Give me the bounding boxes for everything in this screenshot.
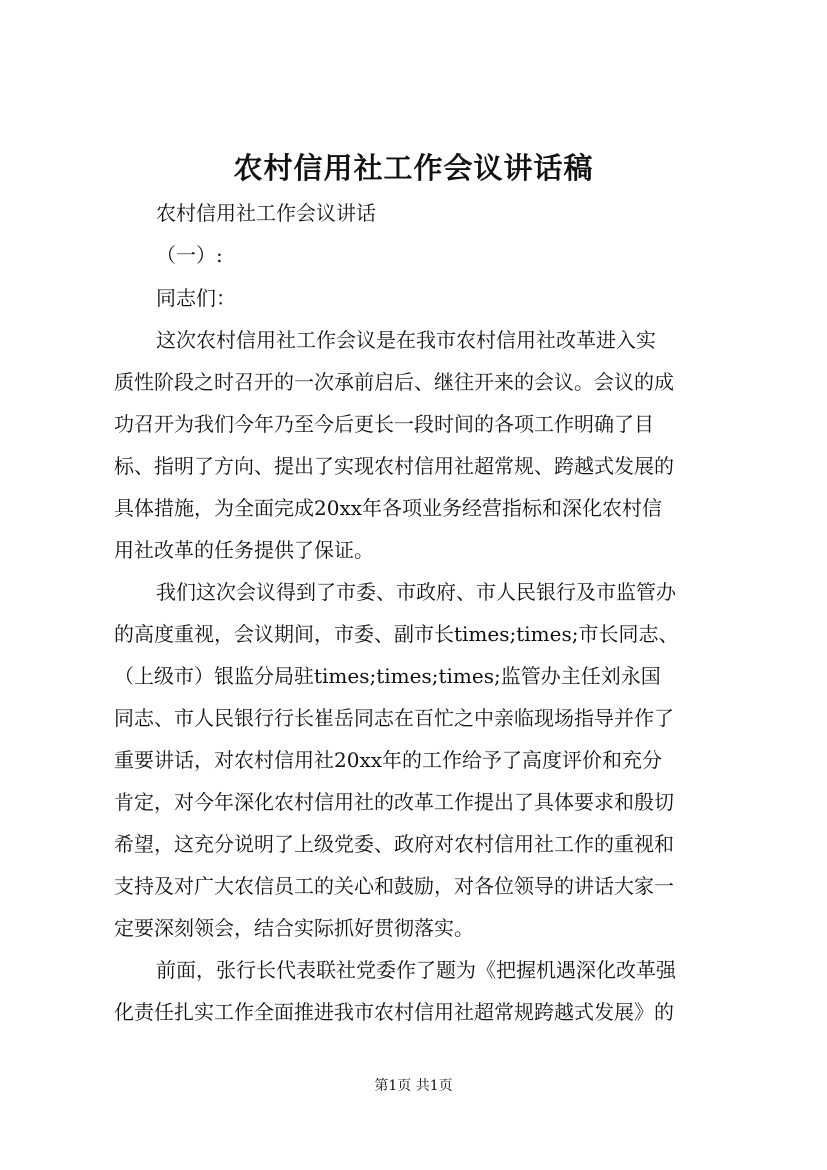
paragraph-1-line-5: 具体措施，为全面完成20xx年各项业务经营指标和深化农村信 — [114, 496, 663, 520]
salutation: 同志们： — [156, 286, 236, 310]
paragraph-2-line-8: 支持及对广大农信员工的关心和鼓励，对各位领导的讲话大家一 — [114, 874, 674, 898]
paragraph-2-line-6: 肯定，对今年深化农村信用社的改革工作提出了具体要求和殷切 — [114, 790, 674, 814]
paragraph-3-line-2: 化责任扎实工作全面推进我市农村信用社超常规跨越式发展》的 — [114, 1000, 674, 1024]
paragraph-2-line-5: 重要讲话，对农村信用社20xx年的工作给予了高度评价和充分 — [114, 748, 663, 772]
paragraph-2-line-1: 我们这次会议得到了市委、市政府、市人民银行及市监管办 — [156, 580, 676, 604]
paragraph-1-line-6: 用社改革的任务提供了保证。 — [114, 538, 374, 562]
paragraph-3-line-1: 前面，张行长代表联社党委作了题为《把握机遇深化改革强 — [156, 958, 676, 982]
paragraph-2-line-4: 同志、市人民银行行长崔岳同志在百忙之中亲临现场指导并作了 — [114, 706, 674, 730]
paragraph-1-line-3: 功召开为我们今年乃至今后更长一段时间的各项工作明确了目 — [114, 412, 654, 436]
document-subtitle: 农村信用社工作会议讲话 — [156, 201, 376, 225]
paragraph-1-line-1: 这次农村信用社工作会议是在我市农村信用社改革进入实 — [156, 328, 656, 352]
document-title: 农村信用社工作会议讲话稿 — [233, 151, 594, 185]
paragraph-2-line-9: 定要深刻领会，结合实际抓好贯彻落实。 — [114, 916, 474, 940]
paragraph-1-line-2: 质性阶段之时召开的一次承前启后、继往开来的会议。会议的成 — [114, 370, 674, 394]
section-number: （一）: — [156, 243, 223, 267]
paragraph-1-line-4: 标、指明了方向、提出了实现农村信用社超常规、跨越式发展的 — [114, 454, 674, 478]
paragraph-2-line-7: 希望，这充分说明了上级党委、政府对农村信用社工作的重视和 — [114, 832, 674, 856]
paragraph-2-line-3: （上级市）银监分局驻times;times;times;监管办主任刘永国 — [114, 664, 661, 688]
paragraph-2-line-2: 的高度重视，会议期间，市委、副市长times;times;市长同志、 — [114, 622, 679, 646]
page-footer: 第1页 共1页 — [374, 1078, 453, 1094]
